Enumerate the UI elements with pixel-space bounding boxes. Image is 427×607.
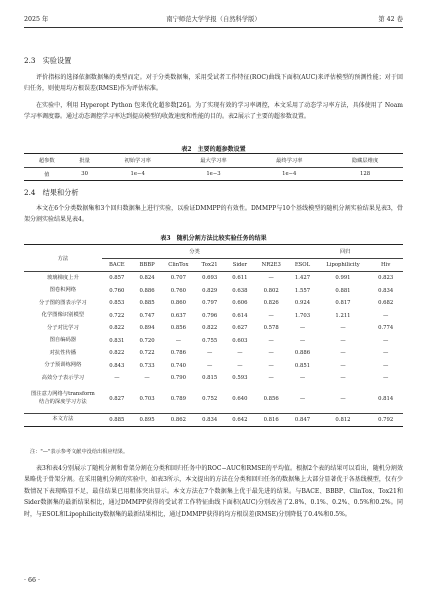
header-volume: 第 42 卷: [378, 16, 403, 23]
table3-value-cell: 0.693: [202, 275, 218, 282]
table3-value-cell: 0.847: [294, 416, 311, 423]
table3-method-cell: 对抗性传播: [49, 349, 77, 356]
table3-value-cell: —: [340, 362, 346, 369]
table3-value-cell: 0.774: [378, 325, 394, 332]
table3-value-cell: 0.856: [170, 325, 186, 332]
table-row: [24, 322, 403, 335]
table2-cell: 值: [44, 171, 50, 178]
header-year: 2025 年: [24, 16, 49, 23]
table3-random-split-results: [24, 244, 403, 427]
table3-value-cell: —: [299, 325, 306, 332]
table3-value-cell: 0.862: [170, 416, 186, 423]
table3-value-cell: 0.755: [202, 337, 218, 344]
table3-method-cell: 分子对比学习: [46, 324, 79, 331]
table3-value-cell: —: [340, 337, 346, 344]
table3-value-cell: —: [114, 375, 120, 382]
table2-cell: 1e−4: [130, 170, 145, 177]
table2-header: 最大学习率: [200, 158, 227, 165]
table3-dataset-header: ESOL: [294, 261, 311, 268]
table2-header: 超参数: [38, 158, 55, 165]
paragraph-results-discussion: 表3和表4分别展示了随机分割和骨架分割在分类和回归任务中的ROC−AUC和RMSE的平均值。根据2个表的结果可以看出，随机分割效果略优于骨架分割。在采用随机分割的实验中，如表3所示，本文提出的方法在分类和回归任务的数据集上大部分显著优于各基线模型，仅有少数情况下表现略显不足，最佳结果已用粗体突出显示。本文方法在7个数据集上优于最先进的结果。与BACE、BBBP、ClinTox、Tox21和Sider数据集的最新结果相比，通过DMMPP获得的受试者工作特征曲线下面积(AUC)分别改善了2.8%、0.1%、0.2%、0.5%和0.2%。同时，与ESOL和Lipophilicity数据集的最新结果相比，通过DMMPP获得的均方根误差(RMSE)分别降低了0.4%和0.5%。: [24, 465, 403, 518]
table3-value-cell: 0.760: [170, 287, 186, 294]
table3-value-cell: 0.606: [232, 300, 248, 307]
table3-value-cell: 0.640: [232, 395, 248, 402]
table3-value-cell: 0.834: [202, 416, 218, 423]
table3-value-cell: 0.886: [294, 350, 311, 357]
table3-method-cell: 分子图的图表示学习: [39, 299, 87, 306]
table2-header: 隐藏层维度: [351, 158, 379, 165]
table3-method-cell: 图卷积网络: [49, 287, 77, 293]
table3-value-cell: 0.703: [139, 395, 155, 402]
table3-value-cell: 0.637: [170, 312, 186, 319]
table3-value-cell: 0.790: [170, 375, 186, 382]
table3-dataset-header: BACE: [109, 261, 125, 268]
table3-value-cell: 0.860: [170, 300, 186, 307]
table3-group-regression: 回归: [287, 245, 403, 259]
table3-value-cell: —: [237, 362, 243, 369]
table3-value-cell: 0.824: [139, 275, 155, 282]
table3-value-cell: 1.703: [294, 312, 311, 319]
table3-value-cell: 0.817: [335, 300, 351, 307]
table3-value-cell: 0.593: [232, 375, 248, 382]
table3-group-classification: 分类: [102, 245, 288, 259]
table3-value-cell: 0.826: [263, 300, 279, 307]
table2-header: 初始学习率: [124, 158, 151, 165]
table3-value-cell: 0.796: [202, 312, 218, 319]
table3-method-header: 方法: [24, 245, 102, 272]
page-number: · 66 ·: [24, 577, 41, 584]
table3-value-cell: 0.894: [139, 325, 155, 332]
table3-value-cell: 0.797: [202, 300, 218, 307]
table-row: [24, 360, 403, 373]
table3-value-cell: 0.851: [294, 362, 311, 369]
section-heading-2-3: 2.3 实验设置: [24, 56, 72, 65]
table3-method-cell: 高效分子表示学习: [41, 374, 85, 381]
header-rule: [24, 27, 403, 28]
table-row: [24, 372, 403, 385]
table3-value-cell: —: [299, 375, 306, 382]
table3-value-cell: —: [383, 362, 389, 369]
table3-value-cell: —: [299, 395, 306, 402]
table3-value-cell: —: [340, 325, 346, 332]
table3-value-cell: 0.682: [378, 300, 394, 307]
table3-value-cell: —: [175, 337, 182, 344]
table3-dataset-header: Hiv: [381, 261, 391, 268]
table3-value-cell: —: [268, 275, 274, 282]
table3-value-cell: 1.557: [294, 287, 311, 294]
table3-dataset-header: Tox21: [201, 261, 218, 268]
table-row: [24, 347, 403, 360]
table3-dataset-header: BBBP: [139, 261, 155, 268]
table3-dataset-header: Sider: [232, 261, 248, 268]
table3-value-cell: —: [383, 312, 389, 319]
table3-value-cell: 0.843: [109, 362, 125, 369]
table3-value-cell: —: [340, 395, 346, 402]
table3-value-cell: 0.822: [109, 325, 125, 332]
table3-value-cell: 0.991: [335, 275, 351, 282]
table3-value-cell: 0.752: [202, 395, 218, 402]
table3-value-cell: 0.814: [378, 395, 394, 402]
table-row: [24, 310, 403, 323]
table3-value-cell: 0.822: [202, 325, 218, 332]
table3-value-cell: 0.720: [139, 337, 155, 344]
table3-value-cell: 0.578: [263, 325, 279, 332]
table2-cell: 128: [360, 170, 371, 177]
table3-value-cell: —: [144, 375, 150, 382]
table3-value-cell: 0.614: [232, 312, 248, 319]
table2-cell: 30: [81, 170, 89, 177]
table3-value-cell: —: [268, 350, 274, 357]
table2-cell: 1e−4: [282, 170, 297, 177]
table3-value-cell: 1.427: [294, 275, 311, 282]
table3-dataset-header: Lipophilicity: [326, 261, 360, 268]
table3-value-cell: 0.816: [263, 416, 279, 423]
table3-body: [24, 272, 403, 427]
table3-value-cell: —: [268, 337, 274, 344]
table3-value-cell: 0.722: [109, 312, 125, 319]
table-row: [24, 413, 403, 427]
table3-value-cell: 0.834: [378, 287, 394, 294]
table3-value-cell: 0.786: [170, 350, 186, 357]
table3-value-cell: 0.815: [202, 375, 218, 382]
table3-value-cell: —: [383, 350, 389, 357]
table3-caption: 表3 随机分割方法比较实验任务的结果: [160, 235, 267, 242]
table3-value-cell: 0.885: [109, 416, 125, 423]
table2-header: 最终学习率: [276, 158, 303, 165]
table3-method-cell: 图注意力网络与transform结合的深度学习方法: [31, 391, 95, 405]
table3-value-cell: —: [268, 362, 274, 369]
table3-value-cell: 0.642: [232, 416, 248, 423]
table3-value-cell: 0.857: [109, 275, 125, 282]
table3-value-cell: 0.603: [232, 337, 248, 344]
table3-value-cell: 0.856: [263, 395, 279, 402]
table3-method-cell: 分子预训练网络: [44, 362, 82, 368]
table3-value-cell: 0.733: [139, 362, 155, 369]
table3-value-cell: 0.760: [109, 287, 125, 294]
table3-value-cell: 0.886: [139, 287, 155, 294]
table3-value-cell: —: [383, 375, 389, 382]
table3-value-cell: —: [207, 362, 213, 369]
header-journal-title: 南宁师范大学学报（自然科学版）: [166, 16, 261, 23]
table3-method-cell: 图自编码器: [49, 337, 77, 343]
table-row: [24, 385, 403, 414]
table3-value-cell: 0.707: [170, 275, 186, 282]
table3-method-cell: 化学图像识别模型: [41, 312, 85, 318]
table3-value-cell: 0.722: [139, 350, 155, 357]
table3-value-cell: 0.812: [335, 416, 351, 423]
table3-method-cell: 本文方法: [52, 416, 74, 422]
table3-value-cell: 0.885: [139, 300, 155, 307]
table-row: [24, 272, 403, 285]
table-row: [24, 335, 403, 348]
paragraph-hyperparameter-tuning: 在实验中，利用 Hyperopt Python 包来优化超参数[26]。为了实现有效的学习率调控，本文采用了动态学习率方法，具体使用了 Noam学习率调度器。通过动态调控学习率达到提高模型的收敛速度和性能的目的。表2展示了主要的超参数设置。: [24, 102, 403, 121]
table3-value-cell: 0.822: [109, 350, 125, 357]
paragraph-evaluation-metrics: 评价指标的选择依据数据集的类型而定。对于分类数据集，采用受试者工作特征(ROC)曲线下面积(AUC)来评估模型的预测性能；对于回归任务，则使用均方根误差(RMSE)作为评估标准。: [24, 74, 403, 93]
table3-value-cell: —: [268, 312, 274, 319]
table2-hyperparameters: [24, 153, 403, 181]
table2-cell: 1e−3: [206, 170, 221, 177]
table3-value-cell: —: [299, 337, 306, 344]
table3-value-cell: 1.211: [335, 312, 351, 319]
table3-value-cell: 0.747: [139, 312, 155, 319]
table3-value-cell: 0.881: [335, 287, 351, 294]
table3-dataset-header: ClinTox: [168, 261, 189, 268]
table3-value-cell: 0.853: [109, 300, 125, 307]
table3-value-cell: 0.831: [109, 337, 125, 344]
table3-value-cell: 0.740: [170, 362, 186, 369]
table3-value-cell: 0.789: [170, 395, 186, 402]
table-row: [24, 297, 403, 310]
section-heading-2-4: 2.4 结果和分析: [24, 188, 79, 197]
table3-value-cell: 0.827: [109, 395, 125, 402]
table3-value-cell: —: [340, 350, 346, 357]
table3-value-cell: 0.895: [139, 416, 155, 423]
paragraph-results-intro: 本文在6个分类数据集和3个回归数据集上进行实验，以验证DMMPP的有效性。DMMPP与10个基线模型的随机分割实验结果见表3，骨架分割实验结果见表4。: [24, 205, 403, 224]
table3-value-cell: 0.823: [378, 275, 394, 282]
table3-value-cell: —: [340, 375, 346, 382]
table3-note: 注："—"表示参考文献中没给出相应结果。: [30, 449, 129, 455]
table3-value-cell: —: [237, 350, 243, 357]
table3-value-cell: —: [207, 350, 213, 357]
table-row: [24, 285, 403, 298]
table2-header: 批量: [79, 158, 90, 165]
table3-value-cell: —: [268, 375, 274, 382]
table3-value-cell: 0.802: [263, 287, 279, 294]
table3-value-cell: 0.611: [232, 275, 248, 282]
table3-method-cell: 玻璃梯度上升: [46, 274, 79, 281]
table3-value-cell: —: [383, 337, 389, 344]
table3-value-cell: 0.638: [232, 287, 248, 294]
table3-dataset-header: NR2E3: [261, 261, 281, 268]
table3-value-cell: 0.792: [378, 416, 394, 423]
table2-caption: 表2 主要的超参数设置: [181, 146, 246, 153]
table3-value-cell: 0.829: [202, 287, 218, 294]
table3-value-cell: 0.627: [232, 325, 248, 332]
table3-value-cell: 0.924: [294, 300, 311, 307]
